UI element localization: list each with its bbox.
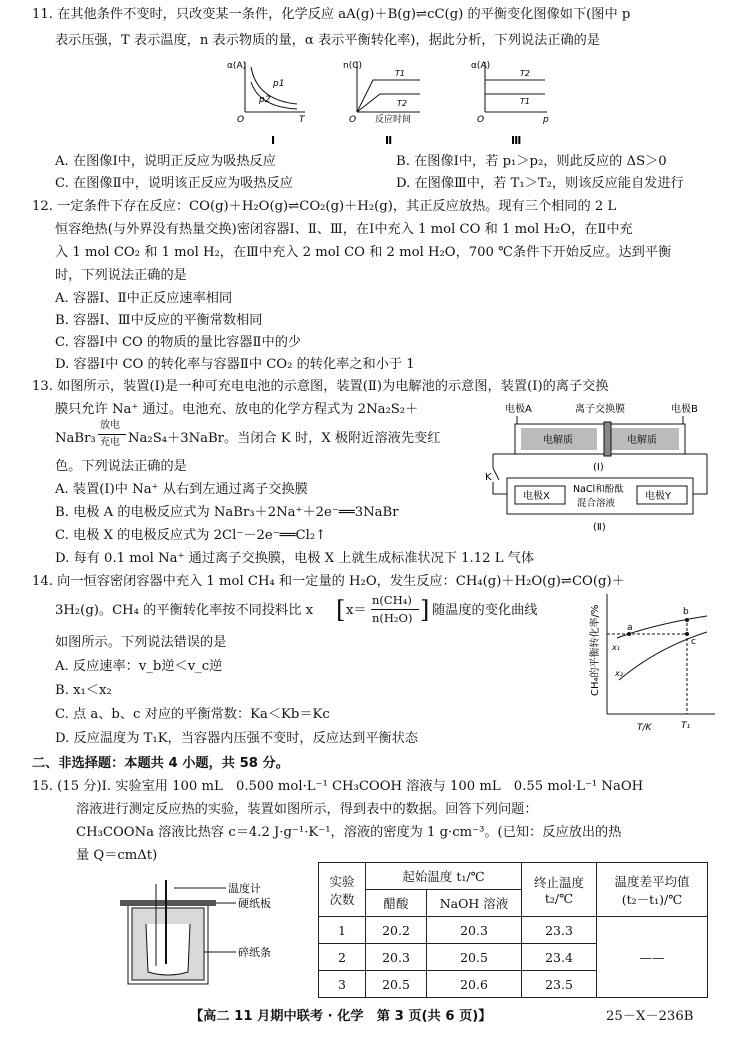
device2-label: (Ⅱ) — [593, 522, 606, 533]
q14-frac-den: n(H₂O) — [372, 611, 413, 625]
electrode-a-label: 电极A — [505, 404, 532, 415]
data-table — [318, 862, 708, 998]
q12-line3: 入 1 mol CO₂ 和 1 mol H₂，在Ⅲ中充入 2 mol CO 和 2 mol H₂O，700 ℃条件下开始反应。达到平衡 — [55, 245, 672, 260]
q12-line4: 时，下列说法正确的是 — [55, 268, 187, 283]
q13-apparatus — [485, 398, 715, 536]
g3-ylabel: α(A) — [471, 61, 491, 71]
g1-curve1: p1 — [273, 79, 285, 89]
q14-option-d: D. 反应温度为 T₁K，当容器内压强不变时，反应达到平衡状态 — [55, 731, 419, 746]
section-2-heading: 二、非选择题：本题共 4 小题，共 58 分。 — [32, 756, 289, 771]
q13-discharge: 放电 — [100, 420, 120, 431]
th-start-temp: 起始温度 t₁/℃ — [366, 863, 522, 890]
graph-2 — [343, 61, 420, 147]
q13-option-d: D. 每有 0.1 mol Na⁺ 通过离子交换膜，电极 X 上就生成标准状况下 1.12 L 气体 — [55, 551, 535, 566]
q13-line1: 13. 如图所示，装置(Ⅰ)是一种可充电电池的示意图，装置(Ⅱ)为电解池的示意图，装置(Ⅰ)的离子交换 — [32, 379, 609, 394]
thermometer-label: 温度计 — [228, 882, 261, 895]
graph-3 — [471, 61, 549, 147]
avg-diff-cell: —— — [597, 917, 708, 998]
curve-x2: x₂ — [615, 669, 623, 678]
q13-line2: 膜只允许 Na⁺ 通过。电池充、放电的化学方程式为 2Na₂S₂＋ — [55, 402, 419, 417]
g2-ylabel: n(C) — [343, 61, 363, 71]
point-a: a — [627, 623, 633, 633]
solution-label-1: NaCl和酚酞 — [573, 484, 624, 495]
th-trial: 实验 次数 — [319, 863, 366, 917]
q15-line3: CH₃COONa 溶液比热容 c＝4.2 J·g⁻¹·K⁻¹，溶液的密度为 1 g·cm⁻³。(已知：反应放出的热 — [76, 825, 622, 840]
lid-label: 硬纸板 — [238, 897, 271, 910]
q13-line3a: NaBr₃ — [55, 431, 96, 446]
membrane-label: 离子交换膜 — [575, 404, 625, 415]
g1-label: Ⅰ — [271, 134, 276, 147]
th-naoh: NaOH 溶液 — [427, 890, 522, 917]
th-end-temp: 终止温度 t₂/℃ — [522, 863, 597, 917]
graph-1 — [227, 61, 306, 147]
q14-option-b: B. x₁＜x₂ — [55, 683, 112, 698]
q14-line2a: 3H₂(g)。CH₄ 的平衡转化率按不同投料比 x — [55, 603, 314, 618]
calorimeter — [118, 874, 288, 994]
q11-option-c: C. 在图像Ⅱ中，说明该正反应为吸热反应 — [55, 176, 293, 191]
g3-curve1: T2 — [520, 69, 530, 78]
g1-curve2: p2 — [259, 95, 271, 105]
g2-xlabel: 反应时间 — [375, 115, 412, 125]
th-avg-diff: 温度差平均值 (t₂－t₁)/℃ — [597, 863, 708, 917]
electrolyte-left: 电解质 — [543, 435, 573, 446]
g2-curve2: T2 — [397, 99, 407, 108]
bracket-right: ] — [420, 596, 430, 624]
g3-origin: O — [477, 115, 485, 125]
q11-graphs — [225, 52, 565, 152]
solution-label-2: 混合溶液 — [577, 498, 616, 509]
q14-frac-num: n(CH₄) — [372, 593, 412, 607]
q14-line1: 14. 向一恒容密闭容器中充入 1 mol CH₄ 和一定量的 H₂O，发生反应：CH₄(g)＋H₂O(g)⇌CO(g)＋ — [32, 574, 625, 589]
th-acid: 醋酸 — [366, 890, 427, 917]
g1-origin: O — [237, 115, 245, 125]
q14-option-c: C. 点 a、b、c 对应的平衡常数：Ka＜Kb＝Kc — [55, 707, 330, 722]
footer-title: 【高二 11 月期中联考 · 化学 第 3 页(共 6 页)】 — [190, 1009, 492, 1024]
bracket-left: [ — [336, 596, 346, 624]
q12-line2: 恒容绝热(与外界没有热量交换)密闭容器Ⅰ、Ⅱ、Ⅲ，在Ⅰ中充入 1 mol CO 和 1 mol H₂O，在Ⅱ中充 — [55, 222, 633, 237]
g2-origin: O — [349, 115, 357, 125]
g3-curve2: T1 — [520, 97, 530, 106]
q15-line2: 溶液进行测定反应热的实验，装置如图所示，得到表中的数据。回答下列问题： — [76, 802, 538, 817]
q11-option-a: A. 在图像Ⅰ中，说明正反应为吸热反应 — [55, 154, 276, 169]
g1-xlabel: T — [299, 115, 305, 125]
g3-label: Ⅲ — [511, 134, 522, 147]
q11-option-b: B. 在图像Ⅰ中，若 p₁＞p₂，则此反应的 ΔS＞0 — [396, 154, 667, 169]
g2-label: Ⅱ — [385, 134, 393, 147]
q12-option-b: B. 容器Ⅰ、Ⅲ中反应的平衡常数相同 — [55, 313, 263, 328]
q14-t1: T₁ — [681, 721, 691, 731]
table-row: 2 20.3 20.5 23.4 — [319, 944, 708, 971]
q13-option-b: B. 电极 A 的电极反应式为 NaBr₃＋2Na⁺＋2e⁻══3NaBr — [55, 505, 399, 520]
q12-option-c: C. 容器Ⅰ中 CO 的物质的量比容器Ⅱ中的少 — [55, 335, 302, 350]
footer-code: 25－X－236B — [606, 1009, 694, 1024]
q14-line3: 如图所示。下列说法错误的是 — [55, 635, 227, 650]
point-c: c — [691, 637, 696, 647]
q13-line4: 色。下列说法正确的是 — [55, 459, 187, 474]
q14-line2b: 随温度的变化曲线 — [432, 603, 538, 618]
curve-x1: x₁ — [612, 643, 620, 652]
paper-label: 碎纸条 — [238, 946, 271, 959]
q14-graph — [585, 588, 725, 748]
q12-line1: 12. 一定条件下存在反应：CO(g)＋H₂O(g)⇌CO₂(g)＋H₂(g)，其正反应放热。现有三个相同的 2 L — [32, 199, 617, 214]
electrolyte-right: 电解质 — [627, 435, 657, 446]
q15-line4: 量 Q＝cmΔt) — [76, 848, 158, 863]
q12-option-d: D. 容器Ⅰ中 CO 的转化率与容器Ⅱ中 CO₂ 的转化率之和小于 1 — [55, 357, 415, 372]
q14-xlabel: T/K — [637, 723, 652, 733]
q11-option-d: D. 在图像Ⅲ中，若 T₁＞T₂，则该反应能自发进行 — [396, 176, 684, 191]
q13-line3b: Na₂S₄＋3NaBr。当闭合 K 时，X 极附近溶液先变红 — [128, 431, 441, 446]
device1-label: (Ⅰ) — [593, 462, 604, 473]
q14-x-eq: x＝ — [346, 603, 367, 618]
q13-option-a: A. 装置(Ⅰ)中 Na⁺ 从右到左通过离子交换膜 — [55, 482, 308, 497]
q15-line1: 15. (15 分)Ⅰ. 实验室用 100 mL 0.500 mol·L⁻¹ CH₃COOH 溶液与 100 mL 0.55 mol·L⁻¹ NaOH — [32, 779, 644, 794]
q13-option-c: C. 电极 X 的电极反应式为 2Cl⁻－2e⁻══Cl₂↑ — [55, 528, 327, 543]
electrode-y-label: 电极Y — [645, 491, 672, 502]
q14-ylabel: CH₄的平衡转化率/% — [590, 604, 601, 696]
q11-line1: 11. 在其他条件不变时，只改变某一条件，化学反应 aA(g)＋B(g)⇌cC(g) 的平衡变化图像如下(图中 p — [32, 7, 631, 22]
electrode-x-label: 电极X — [523, 491, 550, 502]
g2-curve1: T1 — [395, 69, 405, 78]
q11-line2: 表示压强，T 表示温度，n 表示物质的量，α 表示平衡转化率)，据此分析，下列说法正确的是 — [55, 33, 601, 48]
q12-option-a: A. 容器Ⅰ、Ⅱ中正反应速率相同 — [55, 291, 233, 306]
electrode-b-label: 电极B — [671, 404, 698, 415]
q13-arrow — [98, 434, 126, 435]
q14-frac-bar — [371, 609, 419, 610]
switch-k: K — [485, 472, 492, 483]
table-row: 3 20.5 20.6 23.5 — [319, 971, 708, 998]
point-b: b — [683, 607, 689, 617]
q14-option-a: A. 反应速率：v_b逆＜v_c逆 — [55, 659, 223, 674]
table-row: 1 20.2 20.3 23.3 —— — [319, 917, 708, 944]
g3-xlabel: p — [543, 115, 549, 125]
q13-charge: 充电 — [100, 437, 120, 448]
g1-ylabel: α(A) — [227, 61, 247, 71]
